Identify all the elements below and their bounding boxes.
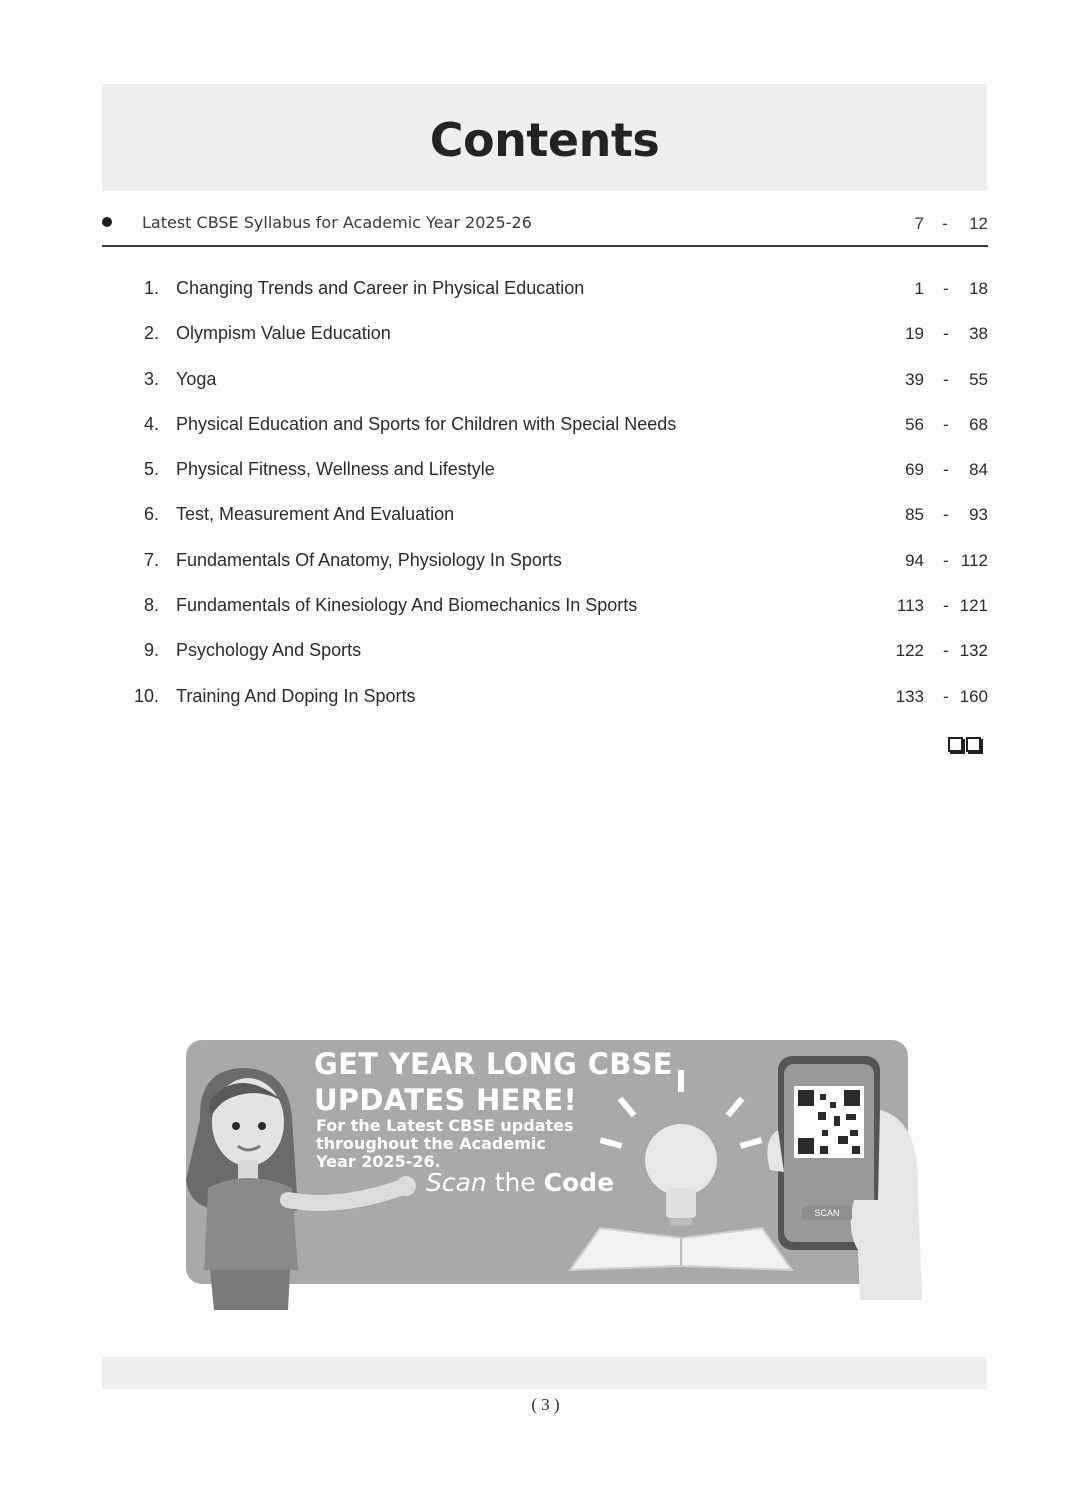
header-band xyxy=(102,84,987,191)
chapter-row-2[interactable] xyxy=(102,313,988,358)
chapter-page-dash: - xyxy=(943,369,949,389)
chapter-start-page: 39 xyxy=(905,369,924,389)
chapter-end-page: 160 xyxy=(959,686,988,706)
chapter-number: 5. xyxy=(143,459,159,480)
chapter-page-dash: - xyxy=(943,505,949,525)
chapter-row-10[interactable] xyxy=(102,676,988,721)
cta-the-text: the xyxy=(494,1168,536,1197)
chapter-start-page: 94 xyxy=(905,550,924,570)
syllabus-row[interactable] xyxy=(102,207,988,247)
chapter-end-page: 18 xyxy=(969,279,988,298)
chapter-title: Olympism Value Education xyxy=(176,323,391,344)
end-box-icon xyxy=(948,737,963,752)
footer-band xyxy=(102,1357,987,1389)
chapter-title: Psychology And Sports xyxy=(176,640,362,661)
chapter-number: 7. xyxy=(143,549,159,570)
chapter-title: Physical Fitness, Wellness and Lifestyle xyxy=(176,459,495,480)
scan-button[interactable]: SCAN xyxy=(802,1206,852,1220)
chapter-page-dash: - xyxy=(943,686,949,706)
chapter-page-dash: - xyxy=(943,596,949,616)
chapter-start-page: 19 xyxy=(905,324,924,344)
chapter-page-dash: - xyxy=(943,460,949,480)
banner-sub-line3: Year 2025-26. xyxy=(316,1152,441,1171)
cta-scan-text: Scan xyxy=(426,1168,487,1197)
chapter-page-dash: - xyxy=(943,324,949,344)
chapter-end-page: 68 xyxy=(969,414,988,434)
banner-headline-line2: UPDATES HERE! xyxy=(314,1083,577,1117)
chapter-page-dash: - xyxy=(943,414,949,434)
chapter-end-page: 121 xyxy=(959,596,988,616)
chapter-title: Training And Doping In Sports xyxy=(176,685,416,706)
chapter-row-9[interactable] xyxy=(102,630,988,675)
chapter-number: 1. xyxy=(143,278,159,298)
chapter-end-page: 55 xyxy=(969,369,988,389)
chapter-row-4[interactable] xyxy=(102,404,988,449)
chapter-row-6[interactable] xyxy=(102,494,988,539)
chapter-number: 6. xyxy=(143,504,159,525)
end-of-contents-marks xyxy=(948,737,981,752)
banner-sub-line2: throughout the Academic xyxy=(316,1134,546,1153)
chapter-end-page: 93 xyxy=(969,505,988,525)
chapter-end-page: 112 xyxy=(960,550,988,570)
syllabus-end-page: 12 xyxy=(969,214,988,233)
chapter-title: Fundamentals Of Anatomy, Physiology In Sports xyxy=(176,549,562,570)
chapter-end-page: 38 xyxy=(969,324,988,344)
bullet-icon xyxy=(102,217,112,227)
chapter-start-page: 113 xyxy=(896,596,924,616)
page-title: Contents xyxy=(429,112,660,167)
girl-illustration xyxy=(180,1060,420,1310)
syllabus-title: Latest CBSE Syllabus for Academic Year 2025-26 xyxy=(142,213,532,232)
syllabus-start-page: 7 xyxy=(914,214,924,233)
chapter-page-dash: - xyxy=(943,641,949,661)
chapter-number: 4. xyxy=(143,413,159,434)
chapter-title: Changing Trends and Career in Physical Education xyxy=(176,278,585,298)
chapter-row-7[interactable] xyxy=(102,540,988,585)
chapter-start-page: 85 xyxy=(905,505,924,525)
banner-headline-line1: GET YEAR LONG CBSE xyxy=(314,1047,673,1081)
chapter-number: 8. xyxy=(143,595,159,616)
chapter-page-dash: - xyxy=(943,279,949,298)
chapter-end-page: 132 xyxy=(959,641,988,661)
chapter-row-8[interactable] xyxy=(102,585,988,630)
chapter-title: Physical Education and Sports for Children with Special Needs xyxy=(176,413,677,434)
chapter-page-dash: - xyxy=(943,550,949,570)
chapter-start-page: 133 xyxy=(895,686,924,706)
chapter-row-5[interactable] xyxy=(102,449,988,494)
chapter-end-page: 84 xyxy=(969,460,988,480)
end-box-icon xyxy=(966,737,981,752)
chapter-number: 10. xyxy=(133,685,159,706)
syllabus-page-dash: - xyxy=(942,214,948,233)
chapter-start-page: 1 xyxy=(914,279,924,298)
cta-code-text: Code xyxy=(543,1168,615,1197)
chapter-title: Yoga xyxy=(176,368,217,389)
chapter-number: 3. xyxy=(143,368,159,389)
chapter-start-page: 56 xyxy=(905,414,924,434)
chapter-list xyxy=(102,268,988,721)
chapter-title: Fundamentals of Kinesiology And Biomechanics In Sports xyxy=(176,595,638,616)
chapter-number: 2. xyxy=(143,323,159,344)
chapter-number: 9. xyxy=(143,640,159,661)
cbse-updates-banner[interactable] xyxy=(180,1040,940,1310)
page-number: ( 3 ) xyxy=(531,1395,560,1414)
banner-sub-line1: For the Latest CBSE updates xyxy=(316,1116,574,1135)
chapter-row-1[interactable] xyxy=(102,268,988,313)
chapter-row-3[interactable] xyxy=(102,359,988,404)
chapter-start-page: 122 xyxy=(895,641,924,661)
chapter-start-page: 69 xyxy=(905,460,924,480)
qr-code-phone-icon xyxy=(750,1050,940,1310)
chapter-title: Test, Measurement And Evaluation xyxy=(176,504,455,525)
